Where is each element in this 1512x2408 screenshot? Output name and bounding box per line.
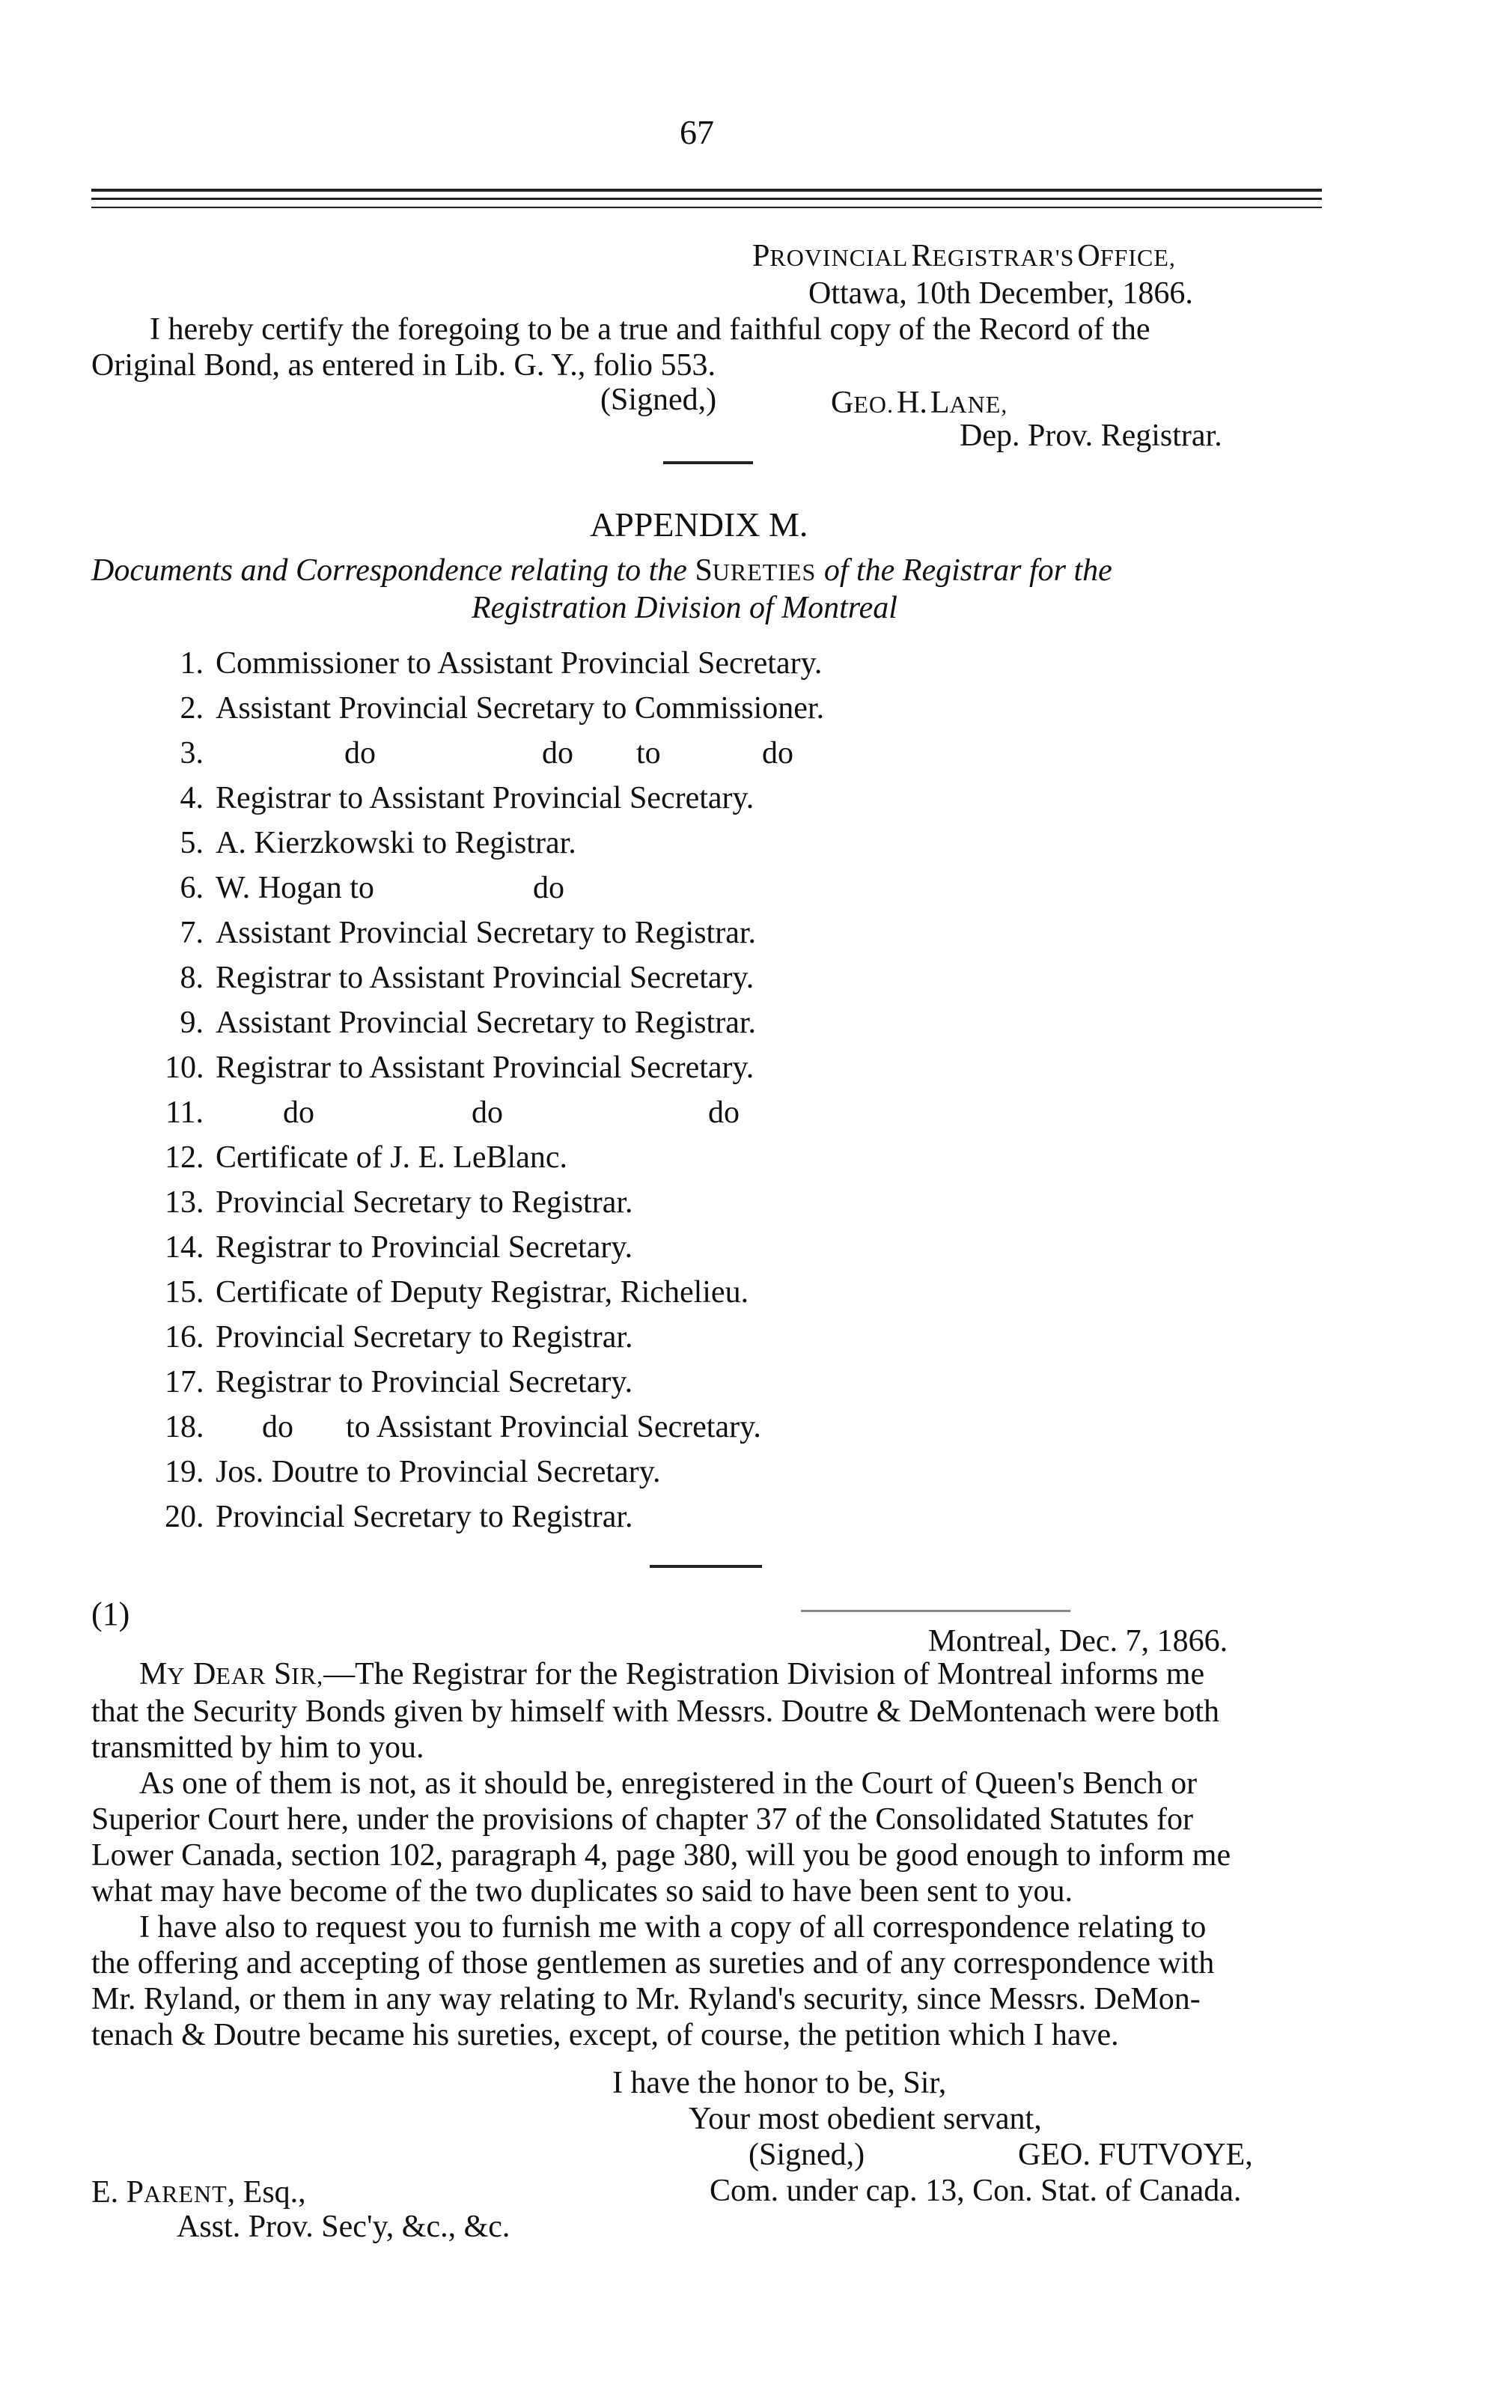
letter-closing-1: I have the honor to be, Sir, (612, 2066, 947, 2100)
short-divider-2 (650, 1565, 762, 1568)
certificate-line-2: Original Bond, as entered in Lib. G. Y., folio 553. (91, 348, 716, 383)
list-item: 7. Assistant Provincial Secretary to Registrar. (180, 916, 757, 950)
list-item: 2. Assistant Provincial Secretary to Commissioner. (180, 691, 825, 726)
list-item: 5. A. Kierzkowski to Registrar. (180, 826, 576, 860)
certificate-line-1: I hereby certify the foregoing to be a true and faithful copy of the Record of the (150, 312, 1150, 347)
letter-place-date: Montreal, Dec. 7, 1866. (928, 1624, 1228, 1658)
list-item: 15. Certificate of Deputy Registrar, Richelieu. (165, 1275, 749, 1310)
short-divider-1 (663, 461, 753, 464)
top-rule-2 (91, 198, 1322, 200)
list-item: 16. Provincial Secretary to Registrar. (165, 1320, 633, 1354)
list-item: 3. do do to do (180, 736, 793, 770)
certificate-signer: GEO. H. LANE, (831, 386, 1008, 420)
letter-addressee: E. PARENT, Esq., (91, 2175, 306, 2210)
list-item: 14. Registrar to Provincial Secretary. (165, 1230, 633, 1265)
list-item: 6. W. Hogan to do (180, 871, 564, 905)
list-item: 9. Assistant Provincial Secretary to Registrar. (180, 1006, 757, 1040)
list-item: 4. Registrar to Assistant Provincial Secretary. (180, 781, 755, 815)
list-item: 1. Commissioner to Assistant Provincial Secretary. (180, 646, 823, 681)
faint-header-rule (801, 1610, 1070, 1612)
office-heading: PROVINCIAL REGISTRAR'S OFFICE, (752, 239, 1176, 273)
list-item: 10. Registrar to Assistant Provincial Secretary. (165, 1051, 755, 1085)
certificate-signed: (Signed,) (600, 383, 717, 417)
list-item: 17. Registrar to Provincial Secretary. (165, 1365, 633, 1399)
list-item: 18. do to Assistant Provincial Secretary. (165, 1410, 761, 1444)
list-item: 11. do do do (165, 1095, 740, 1130)
appendix-heading: APPENDIX M. (590, 505, 808, 544)
letter-paragraph-3: I have also to request you to furnish me with a copy of all correspondence relating to the offering and accepting of those gentlemen as sureties and of any correspondence with Mr. Ryland, or them in any way relating to Mr. Ryland's security, since Messrs. DeMon- tenach & Doutre became his sureties, except, of course, the petition which I have. (91, 1910, 1215, 2052)
letter-signer-title: Com. under cap. 13, Con. Stat. of Canada. (710, 2174, 1242, 2208)
page-number: 67 (680, 113, 714, 151)
letter-addressee-title: Asst. Prov. Sec'y, &c., &c. (177, 2210, 510, 2244)
appendix-subtitle-line-2: Registration Division of Montreal (472, 591, 897, 625)
top-rule-3 (91, 207, 1322, 208)
list-item: 19. Jos. Doutre to Provincial Secretary. (165, 1455, 661, 1489)
letter-signed: (Signed,) (749, 2138, 865, 2172)
letter-paragraph-1: MY DEAR SIR,—The Registrar for the Registration Division of Montreal informs me that the Security Bonds given by himself with Messrs. Doutre & DeMontenach were both transmitted by him to you. (91, 1657, 1220, 1765)
list-item: 13. Provincial Secretary to Registrar. (165, 1185, 633, 1220)
letter-signer: GEO. FUTVOYE, (1018, 2138, 1253, 2172)
top-rule-1 (91, 189, 1322, 192)
letter-paragraph-2: As one of them is not, as it should be, enregistered in the Court of Queen's Bench or Superior Court here, under the provisions of chapter 37 of the Consolidated Statutes for Lower Canada, section 102, paragraph 4, page 380, will you be good enough to inform me what may have become of the two duplicates so said to have been sent to you. (91, 1766, 1231, 1909)
appendix-subtitle-line-1: Documents and Correspondence relating to the SURETIES of the Registrar for the (91, 553, 1112, 588)
list-item: 8. Registrar to Assistant Provincial Secretary. (180, 961, 755, 995)
list-item: 12. Certificate of J. E. LeBlanc. (165, 1140, 567, 1175)
letter-body (91, 1656, 1325, 2053)
office-place-date: Ottawa, 10th December, 1866. (808, 276, 1193, 311)
list-item: 20. Provincial Secretary to Registrar. (165, 1500, 633, 1534)
letter-number: (1) (91, 1596, 130, 1632)
certificate-signer-title: Dep. Prov. Registrar. (960, 419, 1222, 453)
letter-closing-2: Your most obedient servant, (689, 2102, 1042, 2136)
